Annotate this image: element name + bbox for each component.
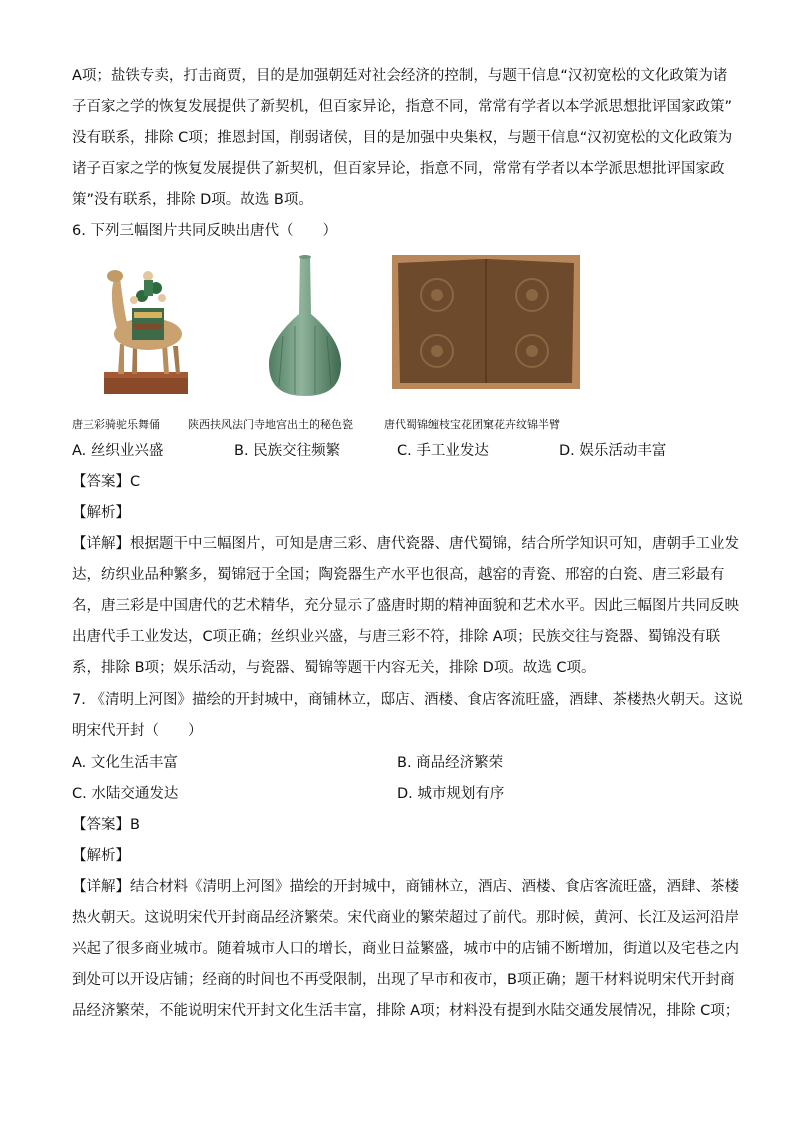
- option-a: A. 文化生活丰富: [72, 755, 178, 771]
- celadon-vase-image: [265, 254, 345, 400]
- answer-label: 【答案】B: [72, 817, 140, 833]
- option-b: B. 民族交往频繁: [234, 443, 341, 459]
- camel-figurine-image: [98, 252, 193, 398]
- text-line: 策”没有联系，排除 D项。故选 B项。: [72, 192, 313, 208]
- option-d: D. 娱乐活动丰富: [559, 443, 667, 459]
- text-line: A项；盐铁专卖，打击商贾，目的是加强朝廷对社会经济的控制，与题干信息“汉初宽松的文化政策为诸: [72, 68, 728, 84]
- detail-line: 【详解】结合材料《清明上河图》描绘的开封城中，商铺林立，酒店、酒楼、食店客流旺盛，酒肆、茶楼: [72, 879, 739, 895]
- detail-line: 热火朝天。这说明宋代开封商品经济繁荣。宋代商业的繁荣超过了前代。那时候，黄河、长江及运河沿岸: [72, 910, 739, 926]
- detail-line: 兴起了很多商业城市。随着城市人口的增长，商业日益繁盛，城市中的店铺不断增加，街道以及宅巷之内: [72, 941, 739, 957]
- figure-caption: 唐代蜀锦缠枝宝花团窠花卉纹锦半臂: [384, 418, 560, 431]
- option-d: D. 城市规划有序: [397, 786, 505, 802]
- option-b: B. 商品经济繁荣: [397, 755, 504, 771]
- figure-caption: 陕西扶风法门寺地宫出土的秘色瓷: [188, 418, 353, 431]
- option-a: A. 丝织业兴盛: [72, 443, 164, 459]
- analysis-label: 【解析】: [72, 848, 130, 864]
- detail-line: 到处可以开设店铺；经商的时间也不再受限制，出现了早市和夜市，B项正确；题干材料说明宋代开封商: [72, 972, 735, 988]
- detail-line: 名，唐三彩是中国唐代的艺术精华，充分显示了盛唐时期的精神面貌和艺术水平。因此三幅图片共同反映: [72, 598, 739, 614]
- figure-caption: 唐三彩骑驼乐舞俑: [72, 418, 160, 431]
- shu-brocade-image: [392, 255, 580, 389]
- question-7-stem: 明宋代开封（ ）: [72, 723, 203, 739]
- text-line: 没有联系，排除 C项；推恩封国，削弱诸侯，目的是加强中央集权，与题干信息“汉初宽松的文化政策为: [72, 130, 733, 146]
- text-line: 子百家之学的恢复发展提供了新契机，但百家异论，指意不同，常常有学者以本学派思想批评国家政策”: [72, 99, 733, 115]
- answer-label: 【答案】C: [72, 474, 141, 490]
- question-7-stem: 7. 《清明上河图》描绘的开封城中，商铺林立，邸店、酒楼、食店客流旺盛，酒肆、茶楼热火朝天。这说: [72, 692, 743, 708]
- question-6-stem: 6. 下列三幅图片共同反映出唐代（ ）: [72, 223, 337, 239]
- option-c: C. 手工业发达: [397, 443, 489, 459]
- detail-line: 【详解】根据题干中三幅图片，可知是唐三彩、唐代瓷器、唐代蜀锦，结合所学知识可知，唐朝手工业发: [72, 536, 739, 552]
- analysis-label: 【解析】: [72, 505, 130, 521]
- option-c: C. 水陆交通发达: [72, 786, 179, 802]
- detail-line: 达，纺织业品种繁多，蜀锦冠于全国；陶瓷器生产水平也很高，越窑的青瓷、邢窑的白瓷、唐三彩最有: [72, 567, 725, 583]
- detail-line: 出唐代手工业发达，C项正确；丝织业兴盛，与唐三彩不符，排除 A项；民族交往与瓷器、蜀锦没有联: [72, 629, 721, 645]
- detail-line: 系，排除 B项；娱乐活动，与瓷器、蜀锦等题干内容无关，排除 D项。故选 C项。: [72, 660, 596, 676]
- text-line: 诸子百家之学的恢复发展提供了新契机，但百家异论，指意不同，常常有学者以本学派思想批评国家政: [72, 161, 725, 177]
- detail-line: 品经济繁荣，不能说明宋代开封文化生活丰富，排除 A项；材料没有提到水陆交通发展情况，排除 C项；: [72, 1003, 740, 1019]
